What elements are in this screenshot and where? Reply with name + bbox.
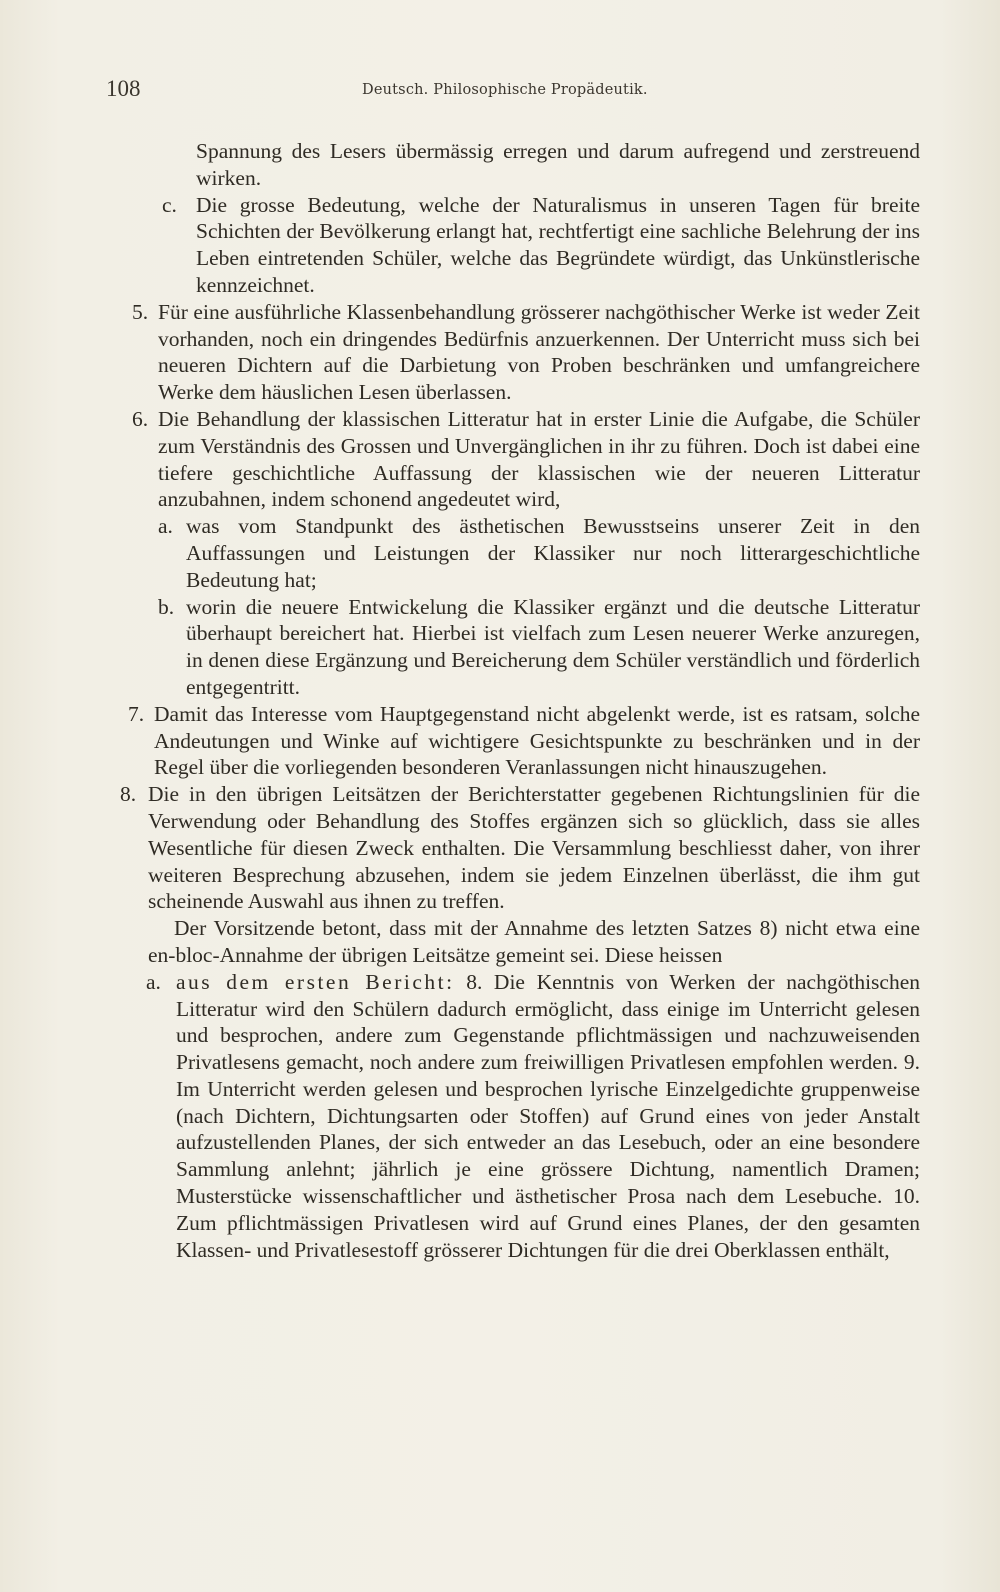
list-item-c [118, 192, 920, 299]
item-text: 8. Die Kenntnis von Werken der nachgöthischen Litteratur wird den Schülern dadurch ermöglicht, dass einige im Unterricht gelesen und besprochen, andere zum Gegenstande pflichtmässigen und nachzuweisenden Privatlesens gemacht, noch andere zum freiwilligen Privatlesen empfohlen werden. 9. Im Unterricht werden gelesen und besprochen lyrische Einzelgedichte gruppenweise (nach Dichtern, Dichtungsarten oder Stoffen) auf Grund eines von jeder Anstalt aufzustellenden Planes, der sich entweder an das Lesebuch, oder an eine besondere Sammlung anlehnt; jährlich je eine grössere Dichtung, namentlich Dramen; Musterstücke wissenschaftlicher und ästhetischer Prosa nach dem Lesebuche. 10. Zum pflichtmässigen Privatlesen wird auf Grund eines Planes, der den gesamten Klassen- und Privatlesestoff grösserer Dichtungen für die drei Oberklassen enthält, [176, 969, 920, 1262]
item-marker: a. [146, 969, 161, 994]
list-item-7 [118, 701, 920, 781]
item-text: Die Behandlung der klassischen Litteratur hat in erster Linie die Aufgabe, die Schüler zum Verständnis des Grossen und Unvergänglichen in ihr zu führen. Doch ist dabei eine tiefere geschichtliche Auffassung der klassischen wie der neueren Litteratur anzubahnen, indem schonend angedeutet wird, [158, 406, 920, 512]
item-text: worin die neuere Entwickelung die Klassiker ergänzt und die deutsche Litteratur überhaupt bereichert hat. Hierbei ist vielfach zum Lesen neuerer Werke anzuregen, in denen diese Ergänzung und Bereicherung dem Schüler verständlich und förderlich entgegentritt. [186, 594, 920, 699]
item-number: 7. [128, 701, 145, 726]
list-item-8 [118, 781, 920, 915]
running-head: Deutsch. Philosophische Propädeutik. [362, 82, 648, 98]
item-marker: a. [158, 514, 173, 539]
item-number: 6. [132, 406, 149, 431]
item-text: Die in den übrigen Leitsätzen der Berichterstatter gegebenen Richtungslinien für die Verwendung oder Behandlung des Stoffes ergänzen sich so glücklich, dass sie alles Wesentliche für diesen Zweck enthalten. Die Versammlung beschliesst daher, von ihrer weiteren Besprechung abzusehen, indem sie jedem Einzelnen überlässt, die ihm gut scheinende Auswahl aus ihnen zu treffen. [148, 782, 920, 914]
report-heading: aus dem ersten Bericht: [176, 969, 455, 994]
item-text: Für eine ausführliche Klassenbehandlung grösserer nachgöthischer Werke ist weder Zeit vorhanden, noch ein dringendes Bedürfnis anzuerkennen. Der Unterricht muss sich bei neueren Dichtern auf die Darbietung von Proben beschränken und umfangreichere Werke dem häuslichen Lesen überlassen. [158, 299, 920, 405]
paragraph-chair [118, 915, 920, 969]
paragraph-text: Spannung des Lesers übermässig erregen und darum aufregend und zerstreuend wirken. [196, 139, 920, 190]
page-number: 108 [106, 76, 141, 101]
body-text [118, 138, 920, 1263]
list-item-5 [118, 299, 920, 406]
item-text: Die grosse Bedeutung, welche der Naturalismus in unseren Tagen für breite Schichten der Bevölkerung erlangt hat, rechtfertigt eine sachliche Belehrung der ins Leben eintretenden Schüler, welche das Begründete würdigt, das Unkünstlerische kennzeichnet. [196, 192, 920, 297]
page-header [106, 76, 866, 106]
list-item-a-report [118, 969, 920, 1264]
list-item-6b [118, 594, 920, 701]
item-text: Damit das Interesse vom Hauptgegenstand nicht abgelenkt werde, ist es ratsam, solche Andeutungen und Winke auf wichtigere Gesichtspunkte zu beschränken und in der Regel über die vorliegenden besonderen Veranlassungen nicht hinauszugehen. [154, 701, 920, 780]
item-marker: b. [158, 594, 175, 619]
list-item-6 [118, 406, 920, 513]
list-item-6a [118, 513, 920, 593]
item-text: was vom Standpunkt des ästhetischen Bewusstseins unserer Zeit in den Auffassungen und Leistungen der Klassiker nur noch litterargeschichtliche Bedeutung hat; [186, 514, 920, 592]
paragraph-text: Der Vorsitzende betont, dass mit der Annahme des letzten Satzes 8) nicht etwa eine en-bloc-Annahme der übrigen Leitsätze gemeint sei. Diese heissen [148, 916, 920, 967]
item-marker: c. [162, 192, 177, 217]
item-number: 5. [132, 299, 149, 324]
item-number: 8. [120, 782, 137, 807]
paragraph-continuation [118, 138, 920, 192]
